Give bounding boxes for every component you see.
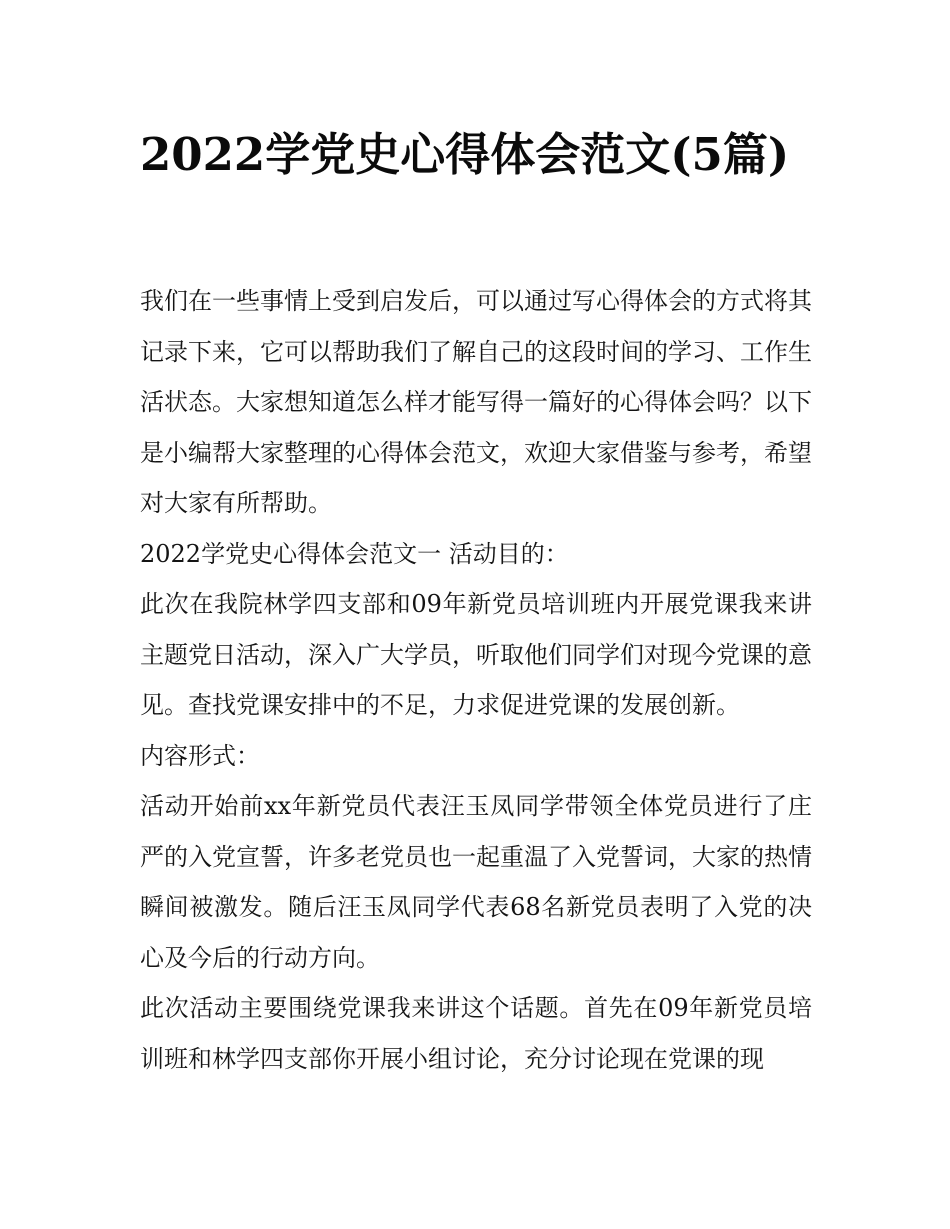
paragraph-content-form-heading: 内容形式： <box>140 741 260 770</box>
paragraph-discussion: 此次活动主要围绕党课我来讲这个话题。首先在09年新党员培训班和林学四支部你开展小组讨论，充分讨论现在党课的现 <box>140 994 812 1073</box>
document-title: 2022学党史心得体会范文(5篇) <box>140 128 790 181</box>
paragraph-section-heading: 2022学党史心得体会范文一 活动目的： <box>140 539 569 568</box>
paragraph-oath: 活动开始前xx年新党员代表汪玉凤同学带领全体党员进行了庄严的入党宣誓，许多老党员也一起重温了入党誓词，大家的热情瞬间被激发。随后汪玉凤同学代表68名新党员表明了入党的决心及今后的行动方向。 <box>140 792 812 972</box>
paragraph-activity-purpose: 此次在我院林学四支部和09年新党员培训班内开展党课我来讲主题党日活动，深入广大学员，听取他们同学们对现今党课的意见。查找党课安排中的不足，力求促进党课的发展创新。 <box>140 590 812 719</box>
paragraph-intro: 我们在一些事情上受到启发后，可以通过写心得体会的方式将其记录下来，它可以帮助我们了解自己的这段时间的学习、工作生活状态。大家想知道怎么样才能写得一篇好的心得体会吗？以下是小编帮大家整理的心得体会范文，欢迎大家借鉴与参考，希望对大家有所帮助。 <box>140 287 812 517</box>
document-body <box>140 276 812 1084</box>
